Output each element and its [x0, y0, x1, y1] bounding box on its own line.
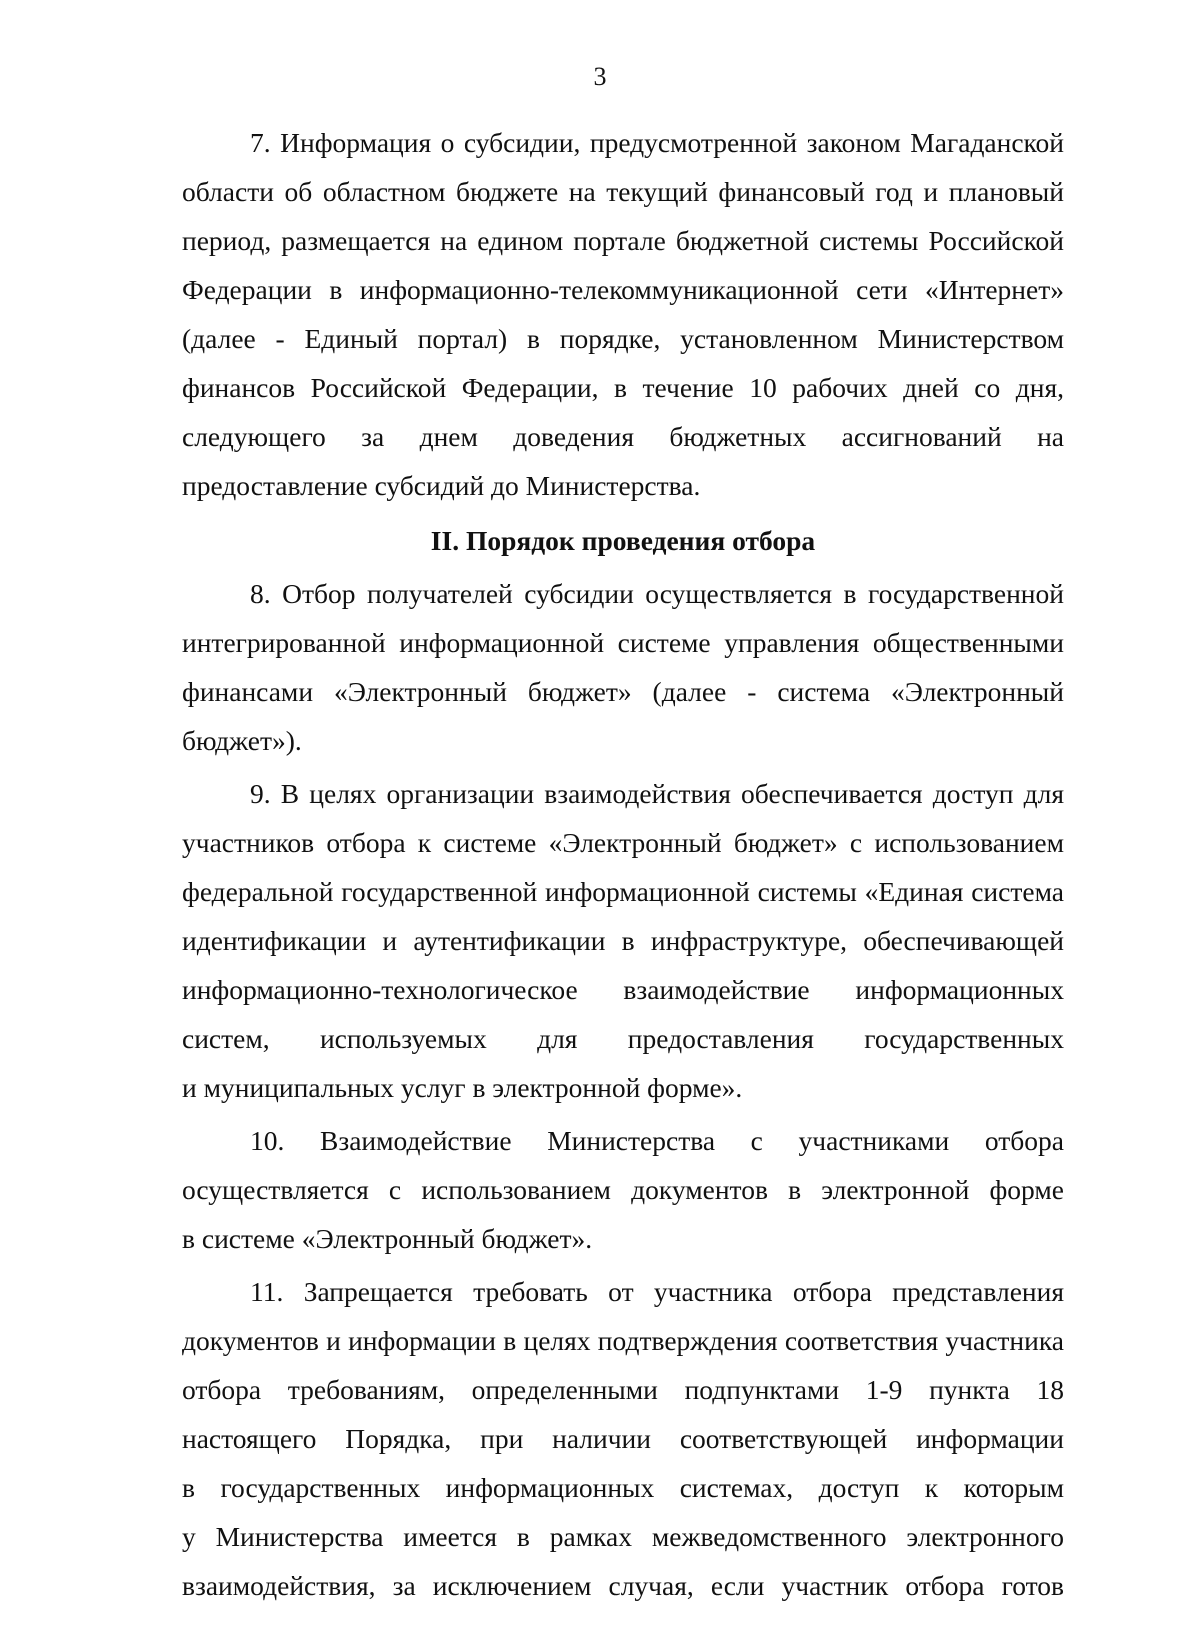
- text-line: 9. В целях организации взаимодействия обеспечивается доступ для: [250, 778, 1064, 809]
- text-line: 8. Отбор получателей субсидии осуществляется в государственной: [250, 578, 1064, 609]
- text-line: следующего за днем доведения бюджетных ассигнований на: [182, 421, 1064, 452]
- text-line: (далее - Единый портал) в порядке, установленном Министерством: [182, 323, 1064, 354]
- text-line: документов и информации в целях подтверждения соответствия участника: [182, 1325, 1064, 1356]
- paragraph-9: [182, 769, 1064, 1112]
- page-number: 3: [593, 62, 607, 91]
- text-line: 10. Взаимодействие Министерства с участниками отбора: [250, 1125, 1064, 1156]
- text-line: предоставление субсидий до Министерства.: [182, 470, 701, 501]
- text-line: в системе «Электронный бюджет».: [182, 1223, 593, 1254]
- text-line: участников отбора к системе «Электронный бюджет» с использованием: [182, 827, 1064, 858]
- text-line: настоящего Порядка, при наличии соответствующей информации: [182, 1423, 1064, 1454]
- text-line: у Министерства имеется в рамках межведомственного электронного: [182, 1521, 1064, 1552]
- text-line: федеральной государственной информационной системы «Единая система: [182, 876, 1064, 907]
- text-line: в государственных информационных системах, доступ к которым: [182, 1472, 1064, 1503]
- text-line: финансов Российской Федерации, в течение 10 рабочих дней со дня,: [182, 372, 1064, 403]
- text-line: и муниципальных услуг в электронной форме».: [182, 1072, 743, 1103]
- text-line: Федерации в информационно-телекоммуникационной сети «Интернет»: [182, 274, 1064, 305]
- paragraph-7: [182, 118, 1064, 510]
- paragraph-10: [182, 1116, 1064, 1263]
- text-line: финансами «Электронный бюджет» (далее - система «Электронный: [182, 676, 1064, 707]
- text-line: области об областном бюджете на текущий финансовый год и плановый: [182, 176, 1064, 207]
- text-line: отбора требованиям, определенными подпунктами 1-9 пункта 18: [182, 1374, 1064, 1405]
- text-line: 7. Информация о субсидии, предусмотренной законом Магаданской: [250, 127, 1064, 158]
- text-line: период, размещается на едином портале бюджетной системы Российской: [182, 225, 1064, 256]
- text-line: информационно-технологическое взаимодействие информационных: [182, 974, 1064, 1005]
- text-line: взаимодействия, за исключением случая, если участник отбора готов: [182, 1570, 1064, 1601]
- section-heading: II. Порядок проведения отбора: [430, 525, 816, 556]
- paragraph-8: [182, 569, 1064, 765]
- text-line: осуществляется с использованием документов в электронной форме: [182, 1174, 1064, 1205]
- paragraph-11: [182, 1267, 1064, 1610]
- text-line: интегрированной информационной системе управления общественными: [182, 627, 1064, 658]
- text-line: идентификации и аутентификации в инфраструктуре, обеспечивающей: [182, 925, 1064, 956]
- document-body: [182, 118, 1064, 1610]
- text-line: систем, используемых для предоставления государственных: [182, 1023, 1064, 1054]
- text-line: 11. Запрещается требовать от участника отбора представления: [250, 1276, 1064, 1307]
- text-line: бюджет»).: [182, 725, 302, 756]
